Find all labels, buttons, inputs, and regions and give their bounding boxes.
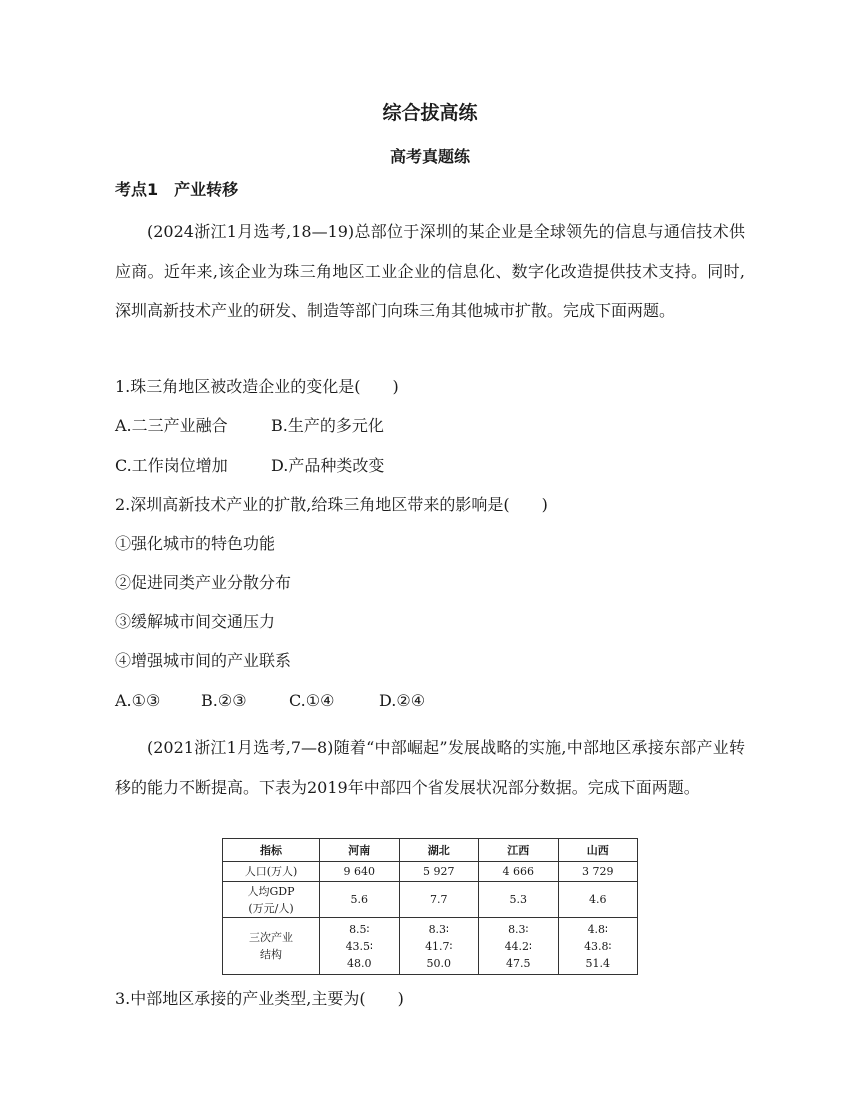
table-header-row [223, 839, 638, 862]
passage-1: (2024浙江1月选考,18—19)总部位于深圳的某企业是全球领先的信息与通信技术供应商。近年来,该企业为珠三角地区工业企业的信息化、数字化改造提供技术支持。同时,深圳高新技术产业的研发、制造等部门向珠三角其他城市扩散。完成下面两题。 [115, 222, 745, 320]
ratio-part: 44.2∶ [504, 939, 532, 953]
question-2-statement-2: ②促进同类产业分散分布 [115, 573, 292, 592]
row-label-gdp-line-1: 人均GDP [247, 884, 295, 898]
row-label-gdp-line-2: (万元/人) [248, 901, 294, 915]
question-1-option-c[interactable]: C.工作岗位增加 [115, 456, 228, 475]
table-cell [479, 918, 559, 975]
ratio-part: 43.5∶ [345, 939, 373, 953]
ratio-part: 41.7∶ [425, 939, 453, 953]
table-cell: 3 729 [558, 862, 638, 882]
row-label-structure-line-2: 结构 [260, 948, 282, 961]
table-header-cell: 湖北 [399, 839, 479, 862]
row-label-structure-line-1: 三次产业 [249, 931, 293, 944]
table-cell [399, 918, 479, 975]
page-subtitle: 高考真题练 [389, 147, 470, 166]
page-title: 综合拔高练 [382, 102, 478, 124]
ratio-part: 43.8∶ [584, 939, 612, 953]
ratio-part: 8.3∶ [428, 922, 449, 936]
table-row [223, 862, 638, 882]
table-cell [558, 918, 638, 975]
row-label-gdp [223, 882, 320, 918]
table-cell: 5.6 [320, 882, 400, 918]
row-label-structure [223, 918, 320, 975]
question-1-option-b[interactable]: B.生产的多元化 [271, 416, 384, 435]
ratio-part: 8.3∶ [508, 922, 529, 936]
table-header-cell: 指标 [223, 839, 320, 862]
ratio-part: 8.5∶ [349, 922, 370, 936]
ratio-part: 50.0 [426, 956, 451, 970]
table-cell: 9 640 [320, 862, 400, 882]
row-label-population: 人口(万人) [223, 862, 320, 882]
question-2-option-d[interactable]: D.②④ [379, 691, 426, 710]
question-2-stem: 2.深圳高新技术产业的扩散,给珠三角地区带来的影响是( ) [115, 495, 548, 514]
question-2-option-a[interactable]: A.①③ [115, 691, 161, 710]
table-cell: 5.3 [479, 882, 559, 918]
ratio-part: 48.0 [347, 956, 372, 970]
ratio-part: 51.4 [585, 956, 610, 970]
table-cell: 5 927 [399, 862, 479, 882]
table-cell: 4 666 [479, 862, 559, 882]
question-2-statement-1: ①强化城市的特色功能 [115, 534, 276, 553]
question-1-option-a[interactable]: A.二三产业融合 [115, 416, 228, 435]
ratio-part: 4.8∶ [587, 922, 608, 936]
table-header-cell: 江西 [479, 839, 559, 862]
question-1-options-row-1 [115, 416, 384, 436]
question-3-stem: 3.中部地区承接的产业类型,主要为( ) [115, 989, 404, 1008]
province-data-table [222, 838, 638, 975]
table-cell [320, 918, 400, 975]
table-cell: 7.7 [399, 882, 479, 918]
question-2-option-c[interactable]: C.①④ [289, 691, 335, 710]
question-1-stem: 1.珠三角地区被改造企业的变化是( ) [115, 377, 399, 396]
table-row [223, 882, 638, 918]
question-1-options-row-2 [115, 456, 384, 476]
question-1-option-d[interactable]: D.产品种类改变 [271, 456, 385, 475]
question-2-options [115, 691, 425, 711]
table-row [223, 918, 638, 975]
table-header-cell: 河南 [320, 839, 400, 862]
passage-2: (2021浙江1月选考,7—8)随着“中部崛起”发展战略的实施,中部地区承接东部产业转移的能力不断提高。下表为2019年中部四个省发展状况部分数据。完成下面两题。 [115, 738, 745, 797]
question-2-statement-4: ④增强城市间的产业联系 [115, 651, 292, 670]
ratio-part: 47.5 [506, 956, 531, 970]
question-2-option-b[interactable]: B.②③ [201, 691, 247, 710]
table-header-cell: 山西 [558, 839, 638, 862]
section-heading: 考点1 产业转移 [115, 180, 239, 199]
question-2-statement-3: ③缓解城市间交通压力 [115, 612, 276, 631]
table-cell: 4.6 [558, 882, 638, 918]
